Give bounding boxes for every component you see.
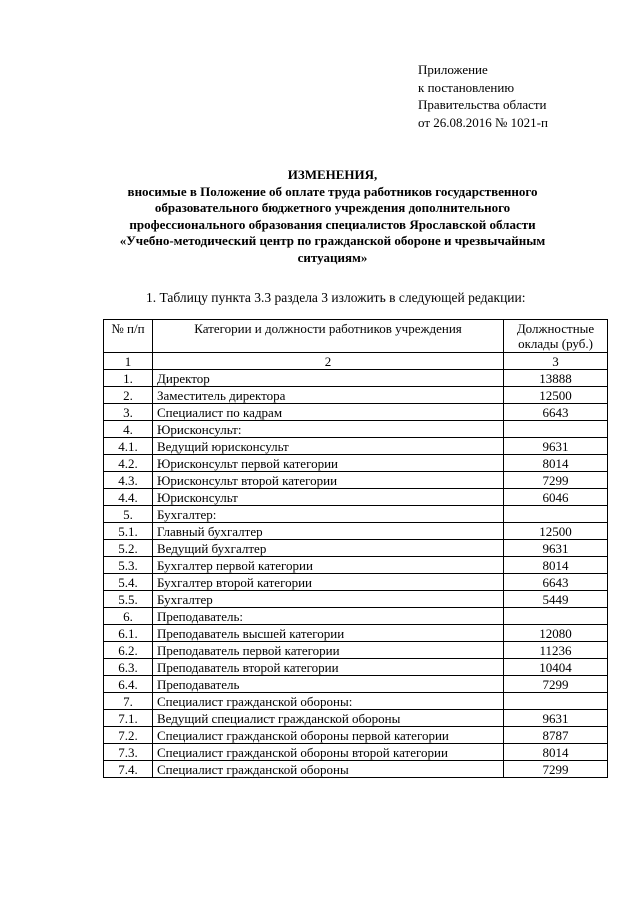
row-position: Заместитель директора (153, 387, 504, 404)
index-col3: 3 (504, 353, 608, 370)
row-salary: 12500 (504, 523, 608, 540)
row-position: Преподаватель высшей категории (153, 625, 504, 642)
row-number: 5.5. (104, 591, 153, 608)
table-row (104, 574, 608, 591)
row-position: Ведущий специалист гражданской обороны (153, 710, 504, 727)
header-category: Категории и должности работников учреждения (153, 320, 504, 353)
table-row (104, 659, 608, 676)
appendix-line: Правительства области (418, 97, 547, 112)
row-number: 5. (104, 506, 153, 523)
row-position: Специалист по кадрам (153, 404, 504, 421)
row-number: 4.1. (104, 438, 153, 455)
table-row (104, 438, 608, 455)
row-number: 4. (104, 421, 153, 438)
salary-table-body (104, 320, 608, 778)
table-row (104, 744, 608, 761)
heading-line: ситуациям» (297, 249, 368, 265)
table-row (104, 761, 608, 778)
row-salary: 8014 (504, 744, 608, 761)
document-heading (80, 167, 585, 266)
appendix-block (418, 61, 548, 131)
row-salary (504, 421, 608, 438)
row-number: 6.3. (104, 659, 153, 676)
row-number: 4.4. (104, 489, 153, 506)
row-number: 6.4. (104, 676, 153, 693)
heading-line: образовательного бюджетного учреждения дополнительного (154, 200, 511, 215)
row-position: Бухгалтер: (153, 506, 504, 523)
row-salary: 8014 (504, 557, 608, 574)
appendix-line: Приложение (418, 62, 488, 77)
row-number: 7. (104, 693, 153, 710)
table-row (104, 727, 608, 744)
salary-table (103, 319, 608, 778)
index-col1: 1 (104, 353, 153, 370)
row-position: Главный бухгалтер (153, 523, 504, 540)
appendix-line: к постановлению (418, 79, 515, 95)
row-position: Преподаватель первой категории (153, 642, 504, 659)
row-position: Бухгалтер второй категории (153, 574, 504, 591)
row-position: Бухгалтер первой категории (153, 557, 504, 574)
row-number: 1. (104, 370, 153, 387)
row-position: Юрисконсульт второй категории (153, 472, 504, 489)
row-number: 7.4. (104, 761, 153, 778)
row-salary: 7299 (504, 761, 608, 778)
row-salary: 6643 (504, 404, 608, 421)
row-salary: 12080 (504, 625, 608, 642)
table-row (104, 591, 608, 608)
row-position: Бухгалтер (153, 591, 504, 608)
row-position: Преподаватель второй категории (153, 659, 504, 676)
row-salary: 10404 (504, 659, 608, 676)
row-number: 4.3. (104, 472, 153, 489)
index-col2: 2 (153, 353, 504, 370)
table-row (104, 642, 608, 659)
table-row (104, 540, 608, 557)
row-number: 6.2. (104, 642, 153, 659)
row-position: Специалист гражданской обороны второй категории (153, 744, 504, 761)
table-row (104, 506, 608, 523)
row-position: Юрисконсульт (153, 489, 504, 506)
table-row (104, 489, 608, 506)
row-salary: 7299 (504, 472, 608, 489)
row-number: 3. (104, 404, 153, 421)
row-number: 6.1. (104, 625, 153, 642)
table-row (104, 710, 608, 727)
row-number: 4.2. (104, 455, 153, 472)
heading-line: профессионального образования специалистов Ярославской области (129, 216, 536, 232)
table-row (104, 472, 608, 489)
table-header-row (104, 320, 608, 353)
table-index-row (104, 353, 608, 370)
table-row (104, 421, 608, 438)
row-number: 6. (104, 608, 153, 625)
header-salary: Должностные оклады (руб.) (504, 320, 608, 353)
heading-line: «Учебно-методический центр по гражданской обороне и чрезвычайным (119, 233, 546, 248)
row-salary: 8014 (504, 455, 608, 472)
row-position: Юрисконсульт первой категории (153, 455, 504, 472)
heading-title: ИЗМЕНЕНИЯ, (287, 167, 378, 182)
instruction-text: 1. Таблицу пункта 3.3 раздела 3 изложить в следующей редакции: (146, 290, 526, 305)
row-salary: 8787 (504, 727, 608, 744)
row-salary: 7299 (504, 676, 608, 693)
row-position: Преподаватель: (153, 608, 504, 625)
row-salary: 9631 (504, 540, 608, 557)
table-row (104, 676, 608, 693)
row-position: Специалист гражданской обороны: (153, 693, 504, 710)
row-number: 5.3. (104, 557, 153, 574)
row-number: 2. (104, 387, 153, 404)
row-salary: 6046 (504, 489, 608, 506)
row-salary: 11236 (504, 642, 608, 659)
row-salary: 6643 (504, 574, 608, 591)
row-salary (504, 608, 608, 625)
table-row (104, 625, 608, 642)
row-position: Преподаватель (153, 676, 504, 693)
table-row (104, 387, 608, 404)
heading-line: вносимые в Положение об оплате труда работников государственного (127, 183, 538, 199)
row-salary (504, 693, 608, 710)
row-position: Специалист гражданской обороны (153, 761, 504, 778)
row-number: 5.1. (104, 523, 153, 540)
table-row (104, 557, 608, 574)
row-position: Специалист гражданской обороны первой категории (153, 727, 504, 744)
row-position: Ведущий бухгалтер (153, 540, 504, 557)
table-row (104, 693, 608, 710)
row-position: Директор (153, 370, 504, 387)
row-salary: 5449 (504, 591, 608, 608)
row-salary: 9631 (504, 438, 608, 455)
row-salary (504, 506, 608, 523)
table-row (104, 370, 608, 387)
table-row (104, 455, 608, 472)
row-number: 7.1. (104, 710, 153, 727)
row-salary: 9631 (504, 710, 608, 727)
row-salary: 12500 (504, 387, 608, 404)
header-number: № п/п (104, 320, 153, 353)
row-position: Юрисконсульт: (153, 421, 504, 438)
table-row (104, 523, 608, 540)
row-number: 7.2. (104, 727, 153, 744)
row-number: 7.3. (104, 744, 153, 761)
table-row (104, 608, 608, 625)
row-salary: 13888 (504, 370, 608, 387)
row-number: 5.4. (104, 574, 153, 591)
row-position: Ведущий юрисконсульт (153, 438, 504, 455)
appendix-line: от 26.08.2016 № 1021-п (418, 114, 548, 130)
row-number: 5.2. (104, 540, 153, 557)
table-row (104, 404, 608, 421)
